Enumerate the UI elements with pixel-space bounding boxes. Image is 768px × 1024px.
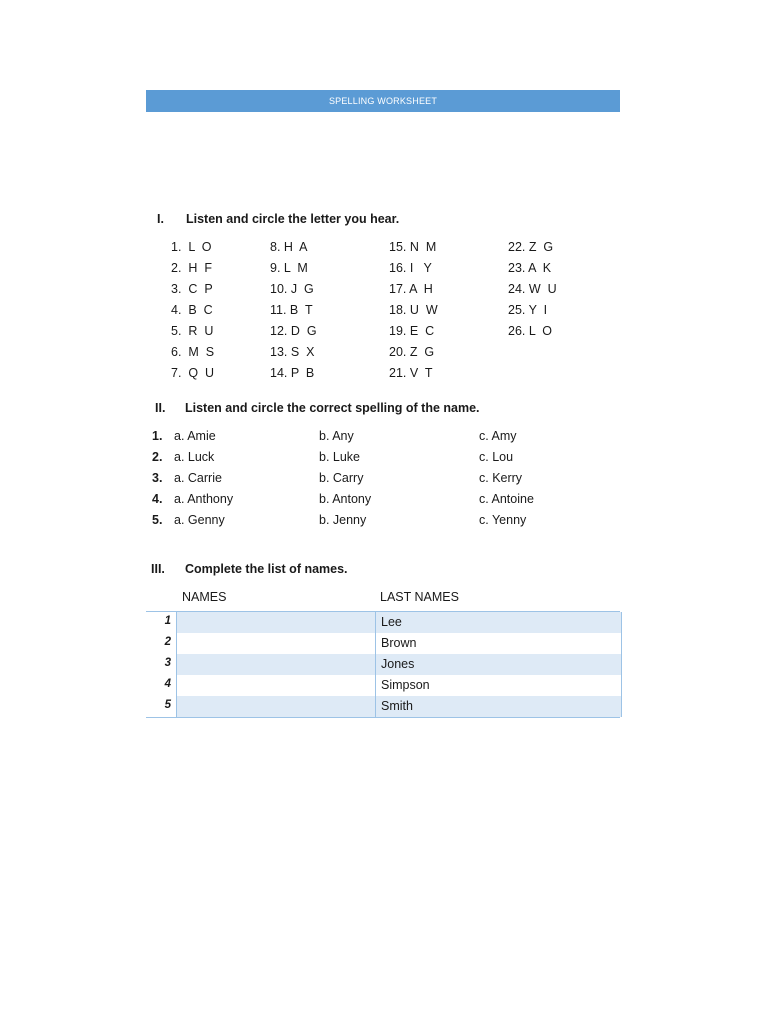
letter-pair-item[interactable]: 20. Z G	[389, 345, 435, 359]
letter-pair-item[interactable]: 16. I Y	[389, 261, 432, 275]
table-row	[146, 612, 620, 634]
table-bottom-border	[146, 717, 620, 718]
letter-pair-item[interactable]: 15. N M	[389, 240, 437, 254]
question-number: 4.	[152, 492, 163, 506]
option-c[interactable]: c. Kerry	[479, 471, 523, 485]
letter-pair-item[interactable]: 17. A H	[389, 282, 433, 296]
last-name-text: Simpson	[381, 678, 430, 692]
letter-pair-item[interactable]: 24. W U	[508, 282, 557, 296]
letter-pair-item[interactable]: 1. L O	[171, 240, 212, 254]
letter-pair-item[interactable]: 8. H A	[270, 240, 308, 254]
option-c[interactable]: c. Antoine	[479, 492, 534, 506]
option-a[interactable]: a. Amie	[174, 429, 216, 443]
first-name-blank-cell[interactable]	[176, 696, 375, 717]
section-1-number: I.	[157, 212, 164, 226]
letter-pair-item[interactable]: 3. C P	[171, 282, 213, 296]
question-number: 5.	[152, 513, 163, 527]
option-b[interactable]: b. Carry	[319, 471, 364, 485]
last-name-text: Jones	[381, 657, 415, 671]
option-c[interactable]: c. Yenny	[479, 513, 527, 527]
first-name-blank-cell[interactable]	[176, 612, 375, 633]
option-a[interactable]: a. Anthony	[174, 492, 234, 506]
last-name-text: Lee	[381, 615, 402, 629]
table-row	[146, 633, 620, 655]
question-number: 1.	[152, 429, 163, 443]
letter-pair-item[interactable]: 21. V T	[389, 366, 433, 380]
option-b[interactable]: b. Antony	[319, 492, 372, 506]
option-a[interactable]: a. Carrie	[174, 471, 222, 485]
table-row	[146, 696, 620, 718]
option-c[interactable]: c. Lou	[479, 450, 514, 464]
section-3-title: Complete the list of names.	[185, 562, 348, 576]
section-2-title: Listen and circle the correct spelling of the name.	[185, 401, 480, 415]
first-name-blank-cell[interactable]	[176, 633, 375, 654]
worksheet-title-banner: SPELLING WORKSHEET	[146, 90, 620, 112]
letter-pair-item[interactable]: 25. Y I	[508, 303, 548, 317]
last-name-text: Smith	[381, 699, 413, 713]
letter-pair-item[interactable]: 14. P B	[270, 366, 315, 380]
option-b[interactable]: b. Luke	[319, 450, 361, 464]
table-row	[146, 675, 620, 697]
row-number: 4	[164, 678, 171, 690]
last-name-cell	[375, 675, 622, 696]
first-name-blank-cell[interactable]	[176, 654, 375, 675]
option-a[interactable]: a. Genny	[174, 513, 225, 527]
row-number: 5	[164, 699, 171, 711]
letter-pair-item[interactable]: 12. D G	[270, 324, 317, 338]
letter-pair-item[interactable]: 22. Z G	[508, 240, 554, 254]
letter-pair-item[interactable]: 26. L O	[508, 324, 553, 338]
section-3-number: III.	[151, 562, 165, 576]
letter-pair-item[interactable]: 6. M S	[171, 345, 215, 359]
first-name-blank-cell[interactable]	[176, 675, 375, 696]
letter-pair-item[interactable]: 9. L M	[270, 261, 308, 275]
row-number: 3	[164, 657, 171, 669]
option-b[interactable]: b. Any	[319, 429, 354, 443]
letter-pair-item[interactable]: 10. J G	[270, 282, 314, 296]
row-number: 1	[164, 615, 171, 627]
question-number: 3.	[152, 471, 163, 485]
last-name-cell	[375, 696, 622, 717]
section-2-number: II.	[155, 401, 166, 415]
letter-pair-item[interactable]: 7. Q U	[171, 366, 215, 380]
letter-pair-item[interactable]: 5. R U	[171, 324, 214, 338]
question-number: 2.	[152, 450, 163, 464]
letter-pair-item[interactable]: 18. U W	[389, 303, 438, 317]
table-row	[146, 654, 620, 676]
option-c[interactable]: c. Amy	[479, 429, 517, 443]
letter-pair-item[interactable]: 23. A K	[508, 261, 552, 275]
last-name-cell	[375, 633, 622, 654]
option-a[interactable]: a. Luck	[174, 450, 215, 464]
row-number: 2	[164, 636, 171, 648]
last-name-cell	[375, 612, 622, 633]
last-name-cell	[375, 654, 622, 675]
names-column-header: NAMES	[182, 590, 227, 604]
last-names-column-header: LAST NAMES	[380, 590, 459, 604]
letter-pair-item[interactable]: 4. B C	[171, 303, 213, 317]
section-1-title: Listen and circle the letter you hear.	[186, 212, 400, 226]
letter-pair-item[interactable]: 11. B T	[270, 303, 313, 317]
last-name-text: Brown	[381, 636, 417, 650]
letter-pair-item[interactable]: 2. H F	[171, 261, 212, 275]
letter-pair-item[interactable]: 13. S X	[270, 345, 315, 359]
option-b[interactable]: b. Jenny	[319, 513, 367, 527]
letter-pair-item[interactable]: 19. E C	[389, 324, 435, 338]
